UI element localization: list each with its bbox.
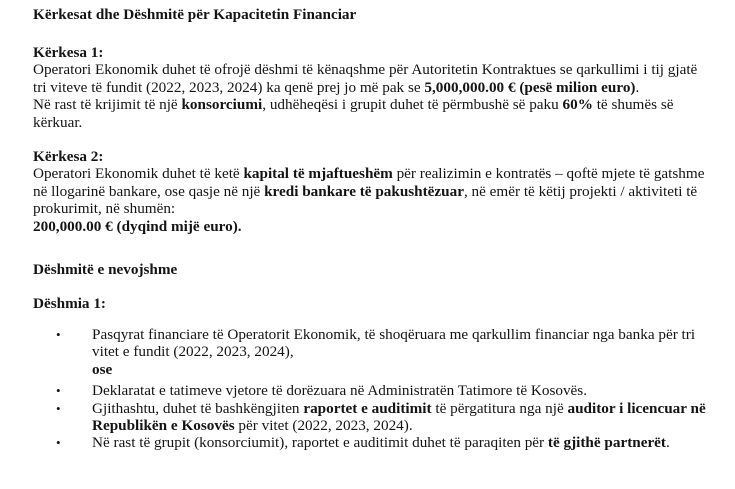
- list-item: [33, 434, 723, 451]
- requirement-1-text-a: Operatori Ekonomik duhet të ofrojë dëshmi të kënaqshme për Autoritetin Kontraktues se qarkullimi i tij gjatë tri viteve të fundit (2022, 2023, 2024) ka qenë prej jo më pak se: [33, 61, 698, 96]
- list-item-text-a: Në rast të grupit (konsorciumit), raportet e auditimit duhet të paraqiten për: [92, 434, 548, 452]
- evidence-1-heading: Dëshmia 1:: [33, 295, 106, 313]
- requirement-2-text-b: për realizimin e kontratës – qoftë mjete të gatshme në llogarinë bankare, ose qasje në një: [33, 165, 705, 200]
- evidence-section: [33, 261, 723, 452]
- list-item-text-c: për vitet (2022, 2023, 2024).: [234, 416, 413, 434]
- licensed-auditor-term: auditor i licencuar në Republikën e Kosovës: [92, 399, 706, 434]
- list-item-text-b: .: [665, 434, 670, 452]
- requirement-2-text-c: , në emër të këtij projekti / aktiviteti të prokurimit, në shumën:: [33, 182, 698, 218]
- bullet-icon: •: [56, 326, 61, 342]
- requirement-2-amount: 200,000.00 € (dyqind mijë euro).: [33, 217, 242, 235]
- consortium-percent: 60%: [562, 96, 593, 114]
- requirement-1-consortium-text: [33, 96, 713, 131]
- requirement-2-heading: Kërkesa 2:: [33, 148, 104, 166]
- requirement-2-section: [33, 148, 723, 235]
- consortium-term: konsorciumi: [181, 96, 263, 114]
- requirement-2-text: [33, 165, 715, 217]
- document-title: Kërkesat dhe Dëshmitë për Kapacitetin Financiar: [33, 6, 357, 23]
- list-item-text-b: të përgatitura nga një: [431, 399, 568, 417]
- evidence-heading: Dëshmitë e nevojshme: [33, 261, 178, 279]
- bullet-icon: •: [56, 400, 61, 416]
- requirement-1-heading: Kërkesa 1:: [33, 44, 104, 61]
- list-item: [33, 382, 723, 399]
- or-label: ose: [92, 360, 113, 378]
- audit-reports-term: raportet e auditimit: [303, 399, 432, 417]
- consortium-text-c: të shumës së kërkuar.: [33, 96, 674, 131]
- requirement-1-section: [33, 44, 723, 131]
- list-item: [33, 400, 723, 435]
- bullet-icon: •: [56, 383, 61, 399]
- credit-term: kredi bankare të pakushtëzuar: [264, 182, 464, 200]
- list-item-text-a: Gjithashtu, duhet të bashkëngjiten: [92, 399, 304, 417]
- evidence-1-list-continued: [33, 382, 723, 452]
- requirement-2-text-a: Operatori Ekonomik duhet të ketë: [33, 165, 244, 183]
- requirement-1-text-b: .: [635, 78, 640, 96]
- list-item-text: Deklaratat e tatimeve vjetore të dorëzuara në Administratën Tatimore të Kosovës.: [92, 382, 588, 400]
- requirement-1-amount: 5,000,000.00 € (pesë milion euro): [424, 78, 636, 96]
- bullet-icon: •: [56, 435, 61, 451]
- capital-term: kapital të mjaftueshëm: [243, 165, 393, 183]
- list-item: [33, 326, 723, 361]
- document-page: [33, 6, 723, 452]
- consortium-text-b: , udhëheqësi i grupit duhet të përmbushë së paku: [262, 96, 563, 114]
- requirement-1-text: [33, 61, 713, 96]
- consortium-text-a: Në rast të krijimit të një: [33, 96, 182, 114]
- evidence-1-list: [33, 326, 723, 361]
- all-partners-term: të gjithë partnerët: [547, 434, 666, 452]
- list-item-text: Pasqyrat financiare të Operatorit Ekonomik, të shoqëruara me qarkullim financiar nga banka për tri vitet e fundit (2022, 2023, 2024),: [92, 325, 696, 361]
